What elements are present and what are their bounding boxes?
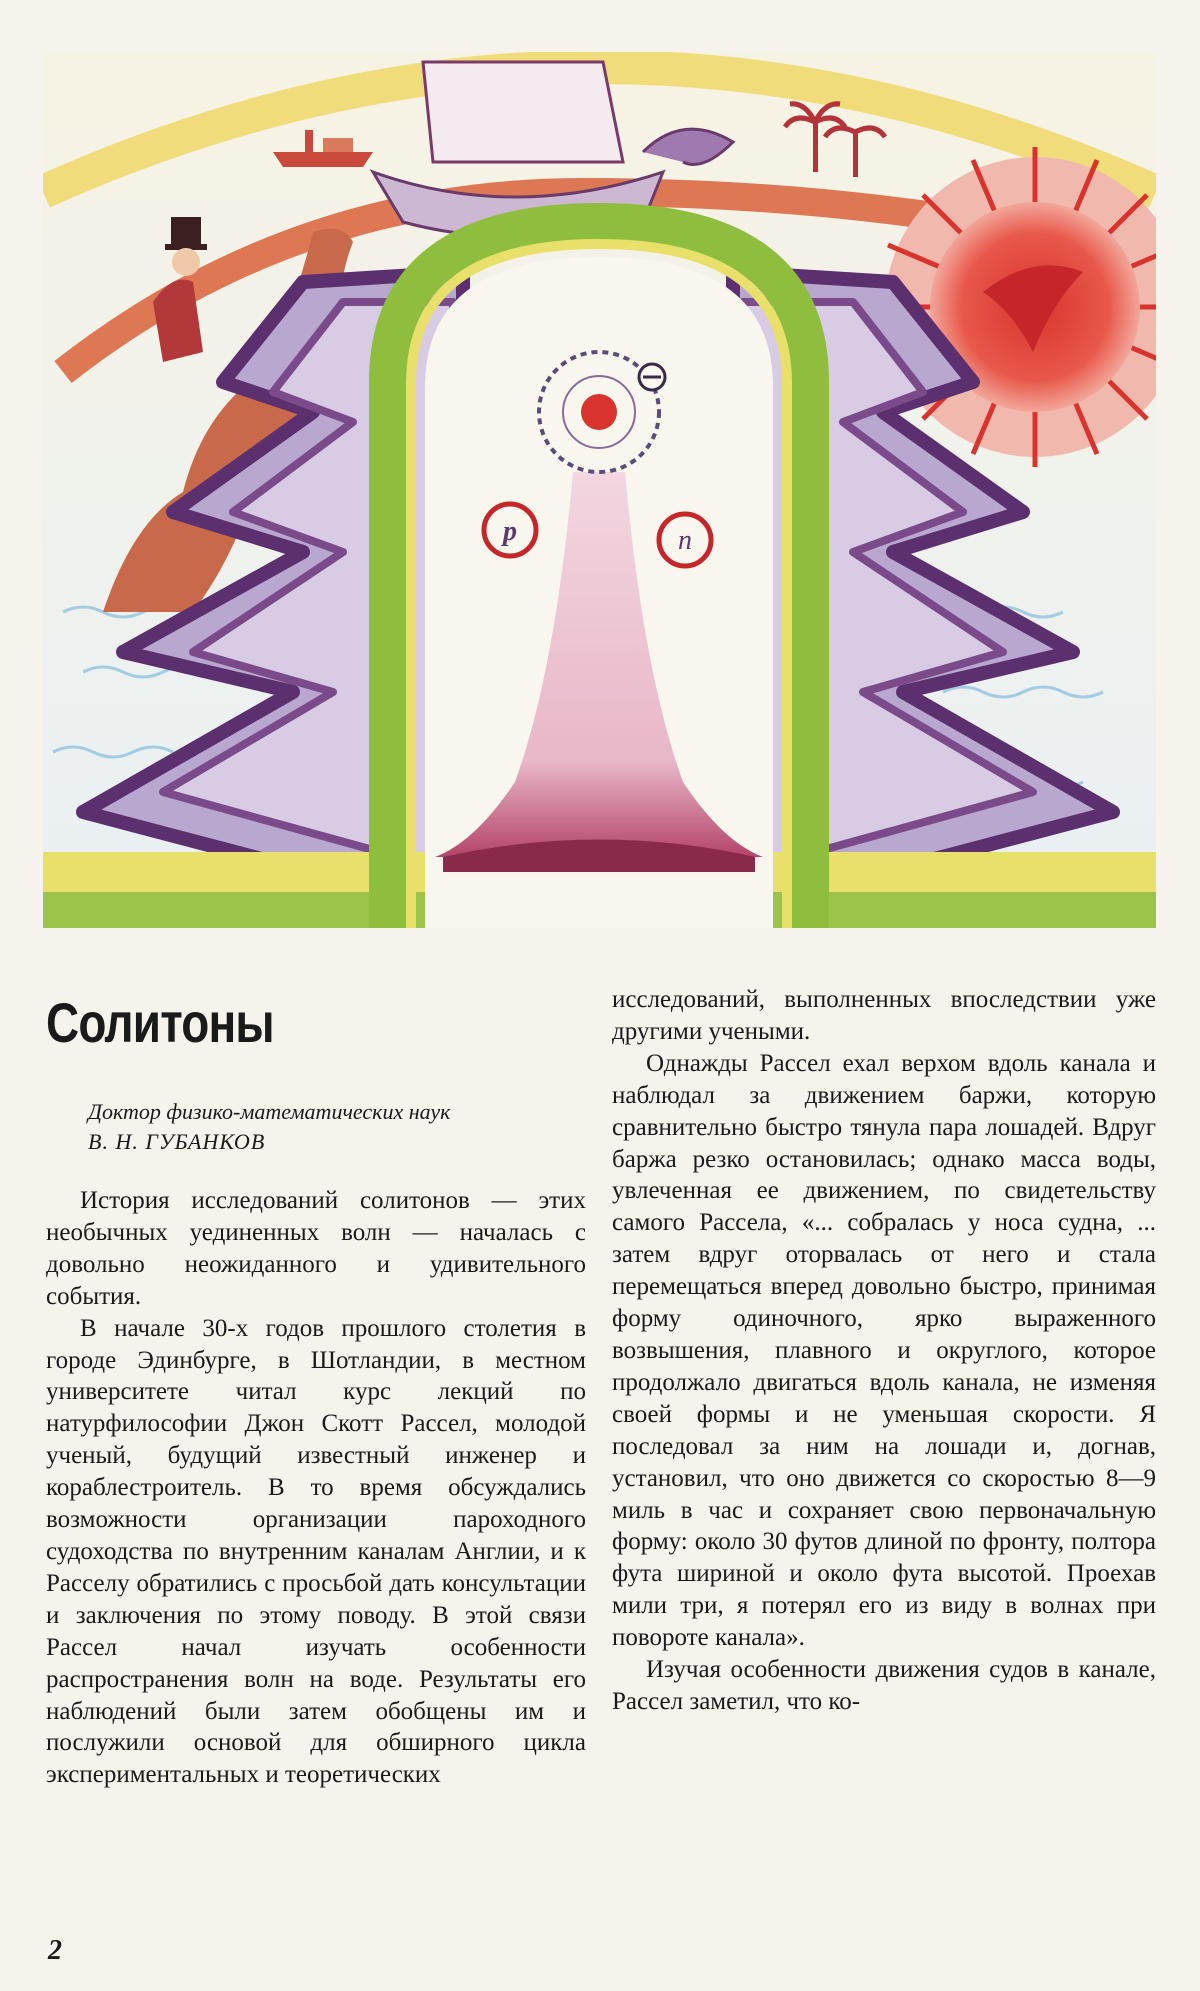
paragraph: Однажды Рассел ехал верхом вдоль канала и наблюдал за движением баржи, которую сравнительно быстро тянула пара лошадей. Вдруг баржа резко остановилась; однако масса воды, увлеченная ее движением, по свидетельству самого Рассела, «... собралась у носа судна, ... затем вдруг оторвалась от него и стала перемещаться вперед довольно быстро, принимая форму одиночного, ярко выраженного возвышения, плавного и округлого, которое продолжало двигаться вдоль канала, не изменяя своей формы и не уменьшая скорости. Я последовал за ним на лошади и, догнав, установил, что оно движется со скоростью 8—9 миль в час и сохраняет свою первоначальную форму: около 30 футов длиной по фронту, полтора фута шириной и около фута высотой. Проехав мили три, я потерял его из виду в волнах при повороте канала». — [612, 1049, 1156, 1652]
author-credential: Доктор физико-математических наук — [88, 1099, 451, 1124]
article-title: Солитоны — [46, 991, 274, 1054]
cover-illustration — [43, 52, 1156, 928]
paragraph: История исследований солитонов — этих необычных уединенных волн — началась с довольно неожиданного и удивительного события. — [46, 1187, 586, 1310]
author-byline — [88, 1097, 450, 1157]
paragraph: В начале 30-х годов прошлого столетия в городе Эдинбурге, в Шотландии, в местном университете читал курс лекций по натурфилософии Джон Скотт Рассел, молодой ученый, будущий известный инженер и кораблестроитель. В то время обсуждались возможности организации пароходного судоходства по внутренним каналам Англии, и к Расселу обратились с просьбой дать консультации и заключения по этому поводу. В этой связи Рассел начал изучать особенности распространения волн на воде. Результаты его наблюдений были затем обобщены им и послужили основой для обширного цикла экспериментальных и теоретических — [46, 1314, 586, 1789]
right-column — [612, 984, 1156, 1718]
proton-icon — [484, 504, 536, 556]
neutron-label: n — [678, 525, 692, 556]
paragraph: Изучая особенности движения судов в канале, Рассел заметил, что ко- — [612, 1656, 1156, 1715]
proton-label: p — [503, 516, 517, 547]
page-number: 2 — [48, 1935, 62, 1966]
neutron-icon — [659, 514, 711, 566]
paragraph-continued: исследований, выполненных впоследствии уже другими учеными. — [612, 986, 1156, 1045]
author-name: В. Н. ГУБАНКОВ — [88, 1129, 266, 1154]
left-column — [46, 1185, 586, 1791]
